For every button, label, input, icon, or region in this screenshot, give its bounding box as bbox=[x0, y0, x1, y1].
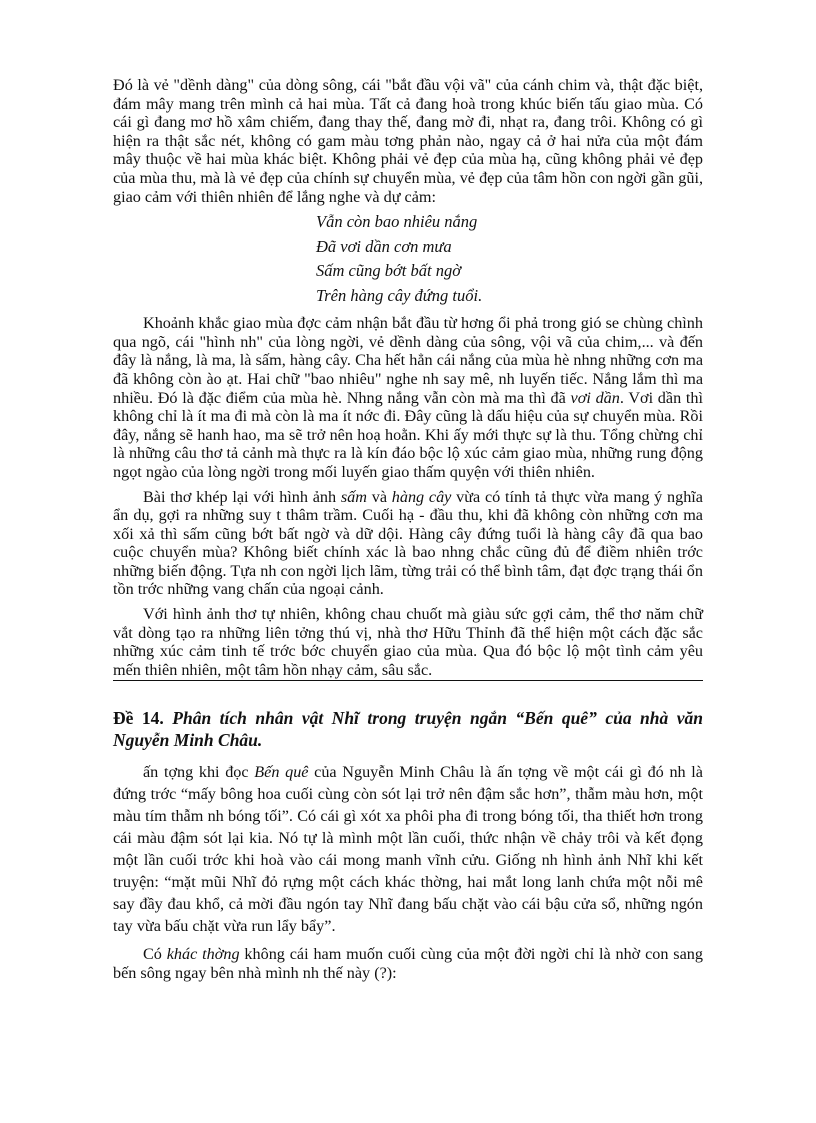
poem-quote bbox=[316, 210, 703, 308]
document-page bbox=[113, 76, 703, 983]
paragraph-impression: ấn tợng khi đọc Bến quê của Nguyễn Minh Châu là ấn tợng về một cái gì đó nh là đứng trớc “mấy bông hoa cuối cùng còn sót lại trở nên đậm sắc hơn”, thẫm màu hơn, một màu tím thẫm nh bóng tối”. Có cái gì xót xa phôi pha đi trong bóng tối, tha thiết hơn trong cái màu đậm sót lại kia. Nó tự là mình một lần cuối, thức nhận về chảy trôi và kết đọng một lần cuối trớc khi hoà vào cái mong manh vĩnh cửu. Giống nh hình ảnh Nhĩ khi kết truyện: “mặt mũi Nhĩ đỏ rựng một cách khác thờng, hai mắt long lanh chứa một nỗi mê say đầy đau khổ, cả mời đầu ngón tay Nhĩ đang bấu chặt vào cái bậu cửa sổ, những ngón tay vừa bấu chặt vừa run lẩy bẩy”. bbox=[113, 763, 703, 936]
paragraph-question: Có khác thờng không cái ham muốn cuối cùng của một đời ngời chỉ là nhờ con sang bến sông ngay bên nhà mình nh thế này (?): bbox=[113, 945, 703, 983]
essay-body bbox=[113, 761, 703, 982]
section-divider bbox=[113, 680, 703, 681]
section-heading: Đề 14. Phân tích nhân vật Nhĩ trong truyện ngắn “Bến quê” của nhà văn Nguyễn Minh Châu. bbox=[113, 708, 704, 751]
poem-line: Đã vơi dần cơn mưa bbox=[316, 236, 452, 256]
paragraph-ending: Bài thơ khép lại với hình ảnh sấm và hàng cây vừa có tính tả thực vừa mang ý nghĩa ẩn dụ, gợi ra những suy t thâm trầm. Cuối hạ - đầu thu, khi đã không còn những cơn ma xối xả thì sấm cũng bớt bất ngờ và dữ dội. Hàng cây đứng tuổi là hàng cây đã qua bao cuộc chuyển mùa? Không biết chính xác là bao nhng chắc cũng đủ để điềm nhiên trớc những biến động. Tựa nh con ngời lịch lãm, từng trải có thể bình tâm, đạt đợc trạng thái ổn tồn trớc những vang chấn của ngoại cảnh. bbox=[113, 487, 703, 599]
paragraph-moment: Khoảnh khắc giao mùa đợc cảm nhận bắt đầu từ hơng ổi phả trong gió se chùng chình qua ngõ, cái "hình nh" của lòng ngời, vẻ dềnh dàng của sông, vội vã của chim,... và đến đây là nắng, là ma, là sấm, hàng cây. Cha hết hẳn cái nắng của mùa hè nhng những cơn ma đã không còn ào ạt. Hai chữ "bao nhiêu" nghe nh say mê, nh luyến tiếc. Nắng lắm thì ma nhiều. Đó là đặc điểm của mùa hè. Nhng nắng vẫn còn mà ma thì đã vơi dần. Vơi dần thì không chỉ là ít ma đi mà còn là ma ít nớc đi. Đây cũng là dấu hiệu của sự chuyển mùa. Rồi đây, nắng sẽ hanh hao, ma sẽ trở nên hoạ hoằn. Khi ấy mới thực sự là thu. Tổng chừng chỉ là những câu thơ tả cảnh mà thực ra là kín đáo bộc lộ xúc cảm giao mùa, những rung động ngọt ngào của lòng ngời trong mối luyến giao thấm quyện với thiên nhiên. bbox=[113, 314, 703, 481]
paragraph-intro: Đó là vẻ "dềnh dàng" của dòng sông, cái "bắt đầu vội vã" của cánh chim và, thật đặc biệt, đám mây mang trên mình cả hai mùa. Tất cả đang hoà trong khúc biến tấu giao mùa. Có cái gì đang mơ hồ xâm chiếm, đang thay thế, đang mờ đi, nhạt ra, đang trôi. Không có gì hiện ra thật sắc nét, không có gam màu tơng phản nào, ngay cả ở hai nửa của một đám mây thuộc về hai mùa khác biệt. Không phải vẻ đẹp của mùa hạ, cũng không phải vẻ đẹp của mùa thu, mà là vẻ đẹp của chính sự chuyển mùa, vẻ đẹp của tâm hồn con ngời gần gũi, giao cảm với thiên nhiên để lắng nghe và dự cảm: bbox=[113, 76, 703, 206]
poem-line: Trên hàng cây đứng tuổi. bbox=[316, 285, 483, 305]
poem-line: Sấm cũng bớt bất ngờ bbox=[316, 261, 462, 281]
poem-line: Vẫn còn bao nhiêu nắng bbox=[316, 212, 478, 232]
paragraph-conclusion: Với hình ảnh thơ tự nhiên, không chau chuốt mà giàu sức gợi cảm, thể thơ năm chữ vắt dòng tạo ra những liên tởng thú vị, nhà thơ Hữu Thỉnh đã thể hiện một cách đặc sắc những xúc cảm tinh tế trớc bớc chuyển giao của mùa. Qua đó bộc lộ một tình cảm yêu mến thiên nhiên, một tâm hồn nhạy cảm, sâu sắc. bbox=[113, 605, 703, 679]
